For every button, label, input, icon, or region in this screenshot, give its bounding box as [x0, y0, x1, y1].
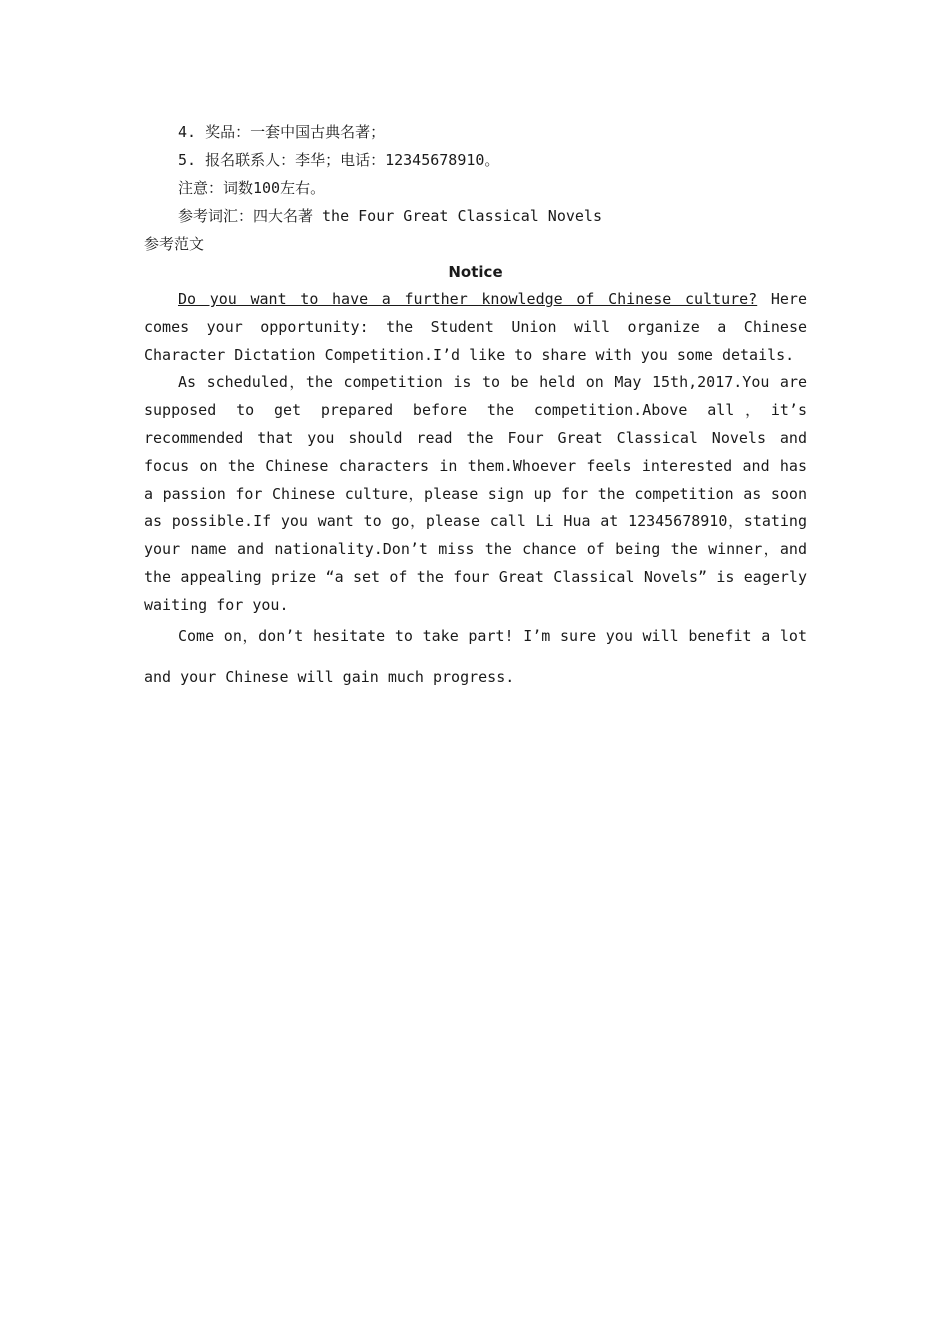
essay-title: Notice [448, 263, 503, 281]
document-page [144, 118, 807, 698]
essay-paragraph-2: As scheduled，the competition is to be held on May 15th,2017.You are supposed to get prepared before the competition.Above all，it’s recommended that you should read the Four Great Classical Novels and focus on the Chinese characters in them.Whoever feels interested and has a passion for Chinese culture，please sign up for the competition as soon as possible.If you want to go，please call Li Hua at 12345678910，stating your name and nationality.Don’t miss the chance of being the winner，and the appealing prize “a set of the four Great Classical Novels” is eagerly waiting for you. [144, 373, 807, 614]
sample-essay-heading: 参考范文 [144, 235, 205, 253]
essay-paragraph-3: Come on，don’t hesitate to take part! I’m sure you will benefit a lot and your Chinese will gain much progress. [144, 626, 807, 686]
word-count-note: 注意：词数100左右。 [178, 179, 326, 197]
requirement-item-5: 5. 报名联系人：李华；电话：12345678910。 [178, 151, 500, 169]
reference-vocabulary: 参考词汇：四大名著 the Four Great Classical Novels [178, 207, 602, 225]
requirement-item-4: 4. 奖品：一套中国古典名著； [178, 123, 386, 141]
underlined-opening-question: Do you want to have a further knowledge of Chinese culture? [178, 290, 758, 308]
essay-paragraph-1 [144, 286, 807, 369]
paragraph-1-text: Here comes your opportunity: the Student Union will organize a Chinese Character Dictation Competition.I’d like to share with you some details. [144, 290, 807, 364]
